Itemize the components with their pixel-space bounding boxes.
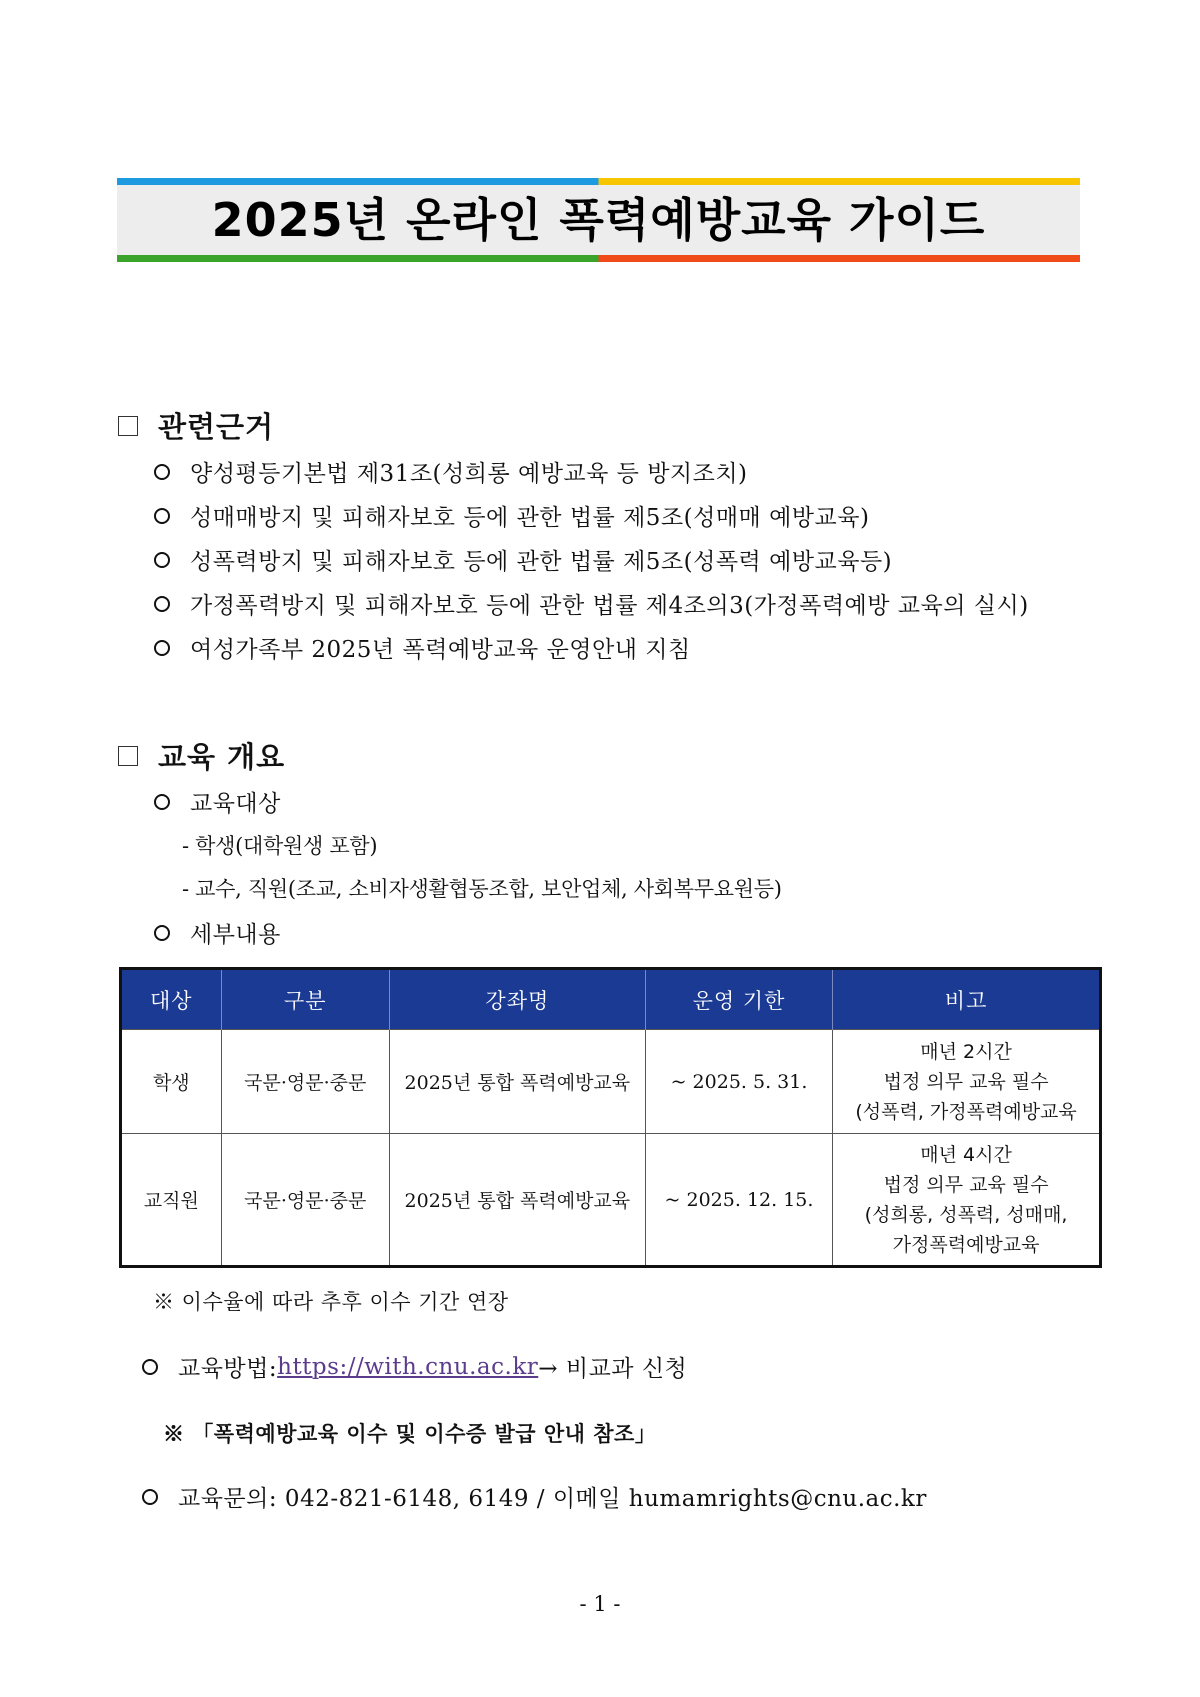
table-header-cell: 비고 bbox=[833, 969, 1101, 1030]
title-bottom-color-bar bbox=[117, 255, 1080, 262]
title-banner bbox=[117, 178, 1080, 262]
remark-line: 가정폭력예방교육 bbox=[892, 1233, 1040, 1256]
cell-remarks bbox=[833, 1134, 1101, 1267]
circle-bullet-icon bbox=[154, 794, 170, 810]
basis-item-text: 가정폭력방지 및 피해자보호 등에 관한 법률 제4조의3(가정폭력예방 교육의 실시) bbox=[190, 593, 1029, 619]
remark-line: (성희롱, 성폭력, 성매매, bbox=[864, 1203, 1068, 1226]
extension-note: ※ 이수율에 따라 추후 이수 기간 연장 bbox=[153, 1290, 509, 1314]
method-suffix: → 비교과 신청 bbox=[538, 1356, 688, 1382]
table-header-row bbox=[121, 969, 1101, 1030]
square-bullet-icon bbox=[118, 416, 138, 436]
table-header-cell: 대상 bbox=[121, 969, 222, 1030]
remark-line: 법정 의무 교육 필수 bbox=[883, 1070, 1049, 1093]
reference-note: ※ 「폭력예방교육 이수 및 이수증 발급 안내 참조」 bbox=[163, 1421, 657, 1446]
cell-course: 2025년 통합 폭력예방교육 bbox=[389, 1030, 645, 1134]
table-header-cell: 구분 bbox=[221, 969, 389, 1030]
basis-item-text: 여성가족부 2025년 폭력예방교육 운영안내 지침 bbox=[190, 637, 691, 663]
cell-remarks bbox=[833, 1030, 1101, 1134]
table-row bbox=[121, 1030, 1101, 1134]
education-site-link[interactable]: https://with.cnu.ac.kr bbox=[277, 1353, 539, 1380]
method-label: 교육방법: bbox=[178, 1356, 278, 1382]
basis-item-text: 양성평등기본법 제31조(성희롱 예방교육 등 방지조치) bbox=[190, 461, 748, 487]
cell-category: 국문·영문·중문 bbox=[221, 1030, 389, 1134]
table-header-cell: 강좌명 bbox=[389, 969, 645, 1030]
basis-item bbox=[154, 499, 869, 532]
page-title: 2025년 온라인 폭력예방교육 가이드 bbox=[211, 193, 986, 247]
remark-line: 매년 4시간 bbox=[920, 1143, 1012, 1166]
circle-bullet-icon bbox=[142, 1359, 158, 1375]
circle-bullet-icon bbox=[154, 552, 170, 568]
circle-bullet-icon bbox=[154, 596, 170, 612]
cell-target: 교직원 bbox=[121, 1134, 222, 1267]
target-item-students: - 학생(대학원생 포함) bbox=[182, 834, 378, 858]
method-line bbox=[142, 1350, 687, 1383]
education-detail-table bbox=[119, 967, 1102, 1268]
basis-item bbox=[154, 455, 748, 488]
section-heading-basis bbox=[118, 405, 274, 446]
circle-bullet-icon bbox=[154, 925, 170, 941]
circle-bullet-icon bbox=[154, 640, 170, 656]
remark-line: 법정 의무 교육 필수 bbox=[883, 1173, 1049, 1196]
page-number: - 1 - bbox=[579, 1592, 621, 1616]
basis-item bbox=[154, 543, 892, 576]
target-item-staff: - 교수, 직원(조교, 소비자생활협동조합, 보안업체, 사회복무요원등) bbox=[182, 877, 782, 901]
contact-line bbox=[142, 1480, 927, 1513]
remark-line: (성폭력, 가정폭력예방교육 bbox=[855, 1100, 1077, 1123]
overview-target-label: 교육대상 bbox=[190, 791, 281, 817]
basis-item bbox=[154, 587, 1029, 620]
remark-line: 매년 2시간 bbox=[920, 1040, 1012, 1063]
section-heading-overview bbox=[118, 735, 285, 776]
table-header-cell: 운영 기한 bbox=[645, 969, 832, 1030]
basis-item-text: 성매매방지 및 피해자보호 등에 관한 법률 제5조(성매매 예방교육) bbox=[190, 505, 870, 531]
basis-item bbox=[154, 631, 691, 664]
cell-target: 학생 bbox=[121, 1030, 222, 1134]
circle-bullet-icon bbox=[154, 508, 170, 524]
overview-detail-label: 세부내용 bbox=[190, 922, 281, 948]
cell-course: 2025년 통합 폭력예방교육 bbox=[389, 1134, 645, 1267]
title-top-color-bar bbox=[117, 178, 1080, 185]
basis-item-text: 성폭력방지 및 피해자보호 등에 관한 법률 제5조(성폭력 예방교육등) bbox=[190, 549, 893, 575]
circle-bullet-icon bbox=[142, 1489, 158, 1505]
section-title: 교육 개요 bbox=[158, 740, 286, 774]
overview-target bbox=[154, 785, 281, 818]
cell-deadline: ~ 2025. 5. 31. bbox=[645, 1030, 832, 1134]
contact-text: 교육문의: 042-821-6148, 6149 / 이메일 humamrights@cnu.ac.kr bbox=[178, 1486, 927, 1512]
table-row bbox=[121, 1134, 1101, 1267]
overview-detail bbox=[154, 916, 281, 949]
cell-category: 국문·영문·중문 bbox=[221, 1134, 389, 1267]
square-bullet-icon bbox=[118, 746, 138, 766]
circle-bullet-icon bbox=[154, 464, 170, 480]
section-title: 관련근거 bbox=[158, 410, 275, 444]
cell-deadline: ~ 2025. 12. 15. bbox=[645, 1134, 832, 1267]
